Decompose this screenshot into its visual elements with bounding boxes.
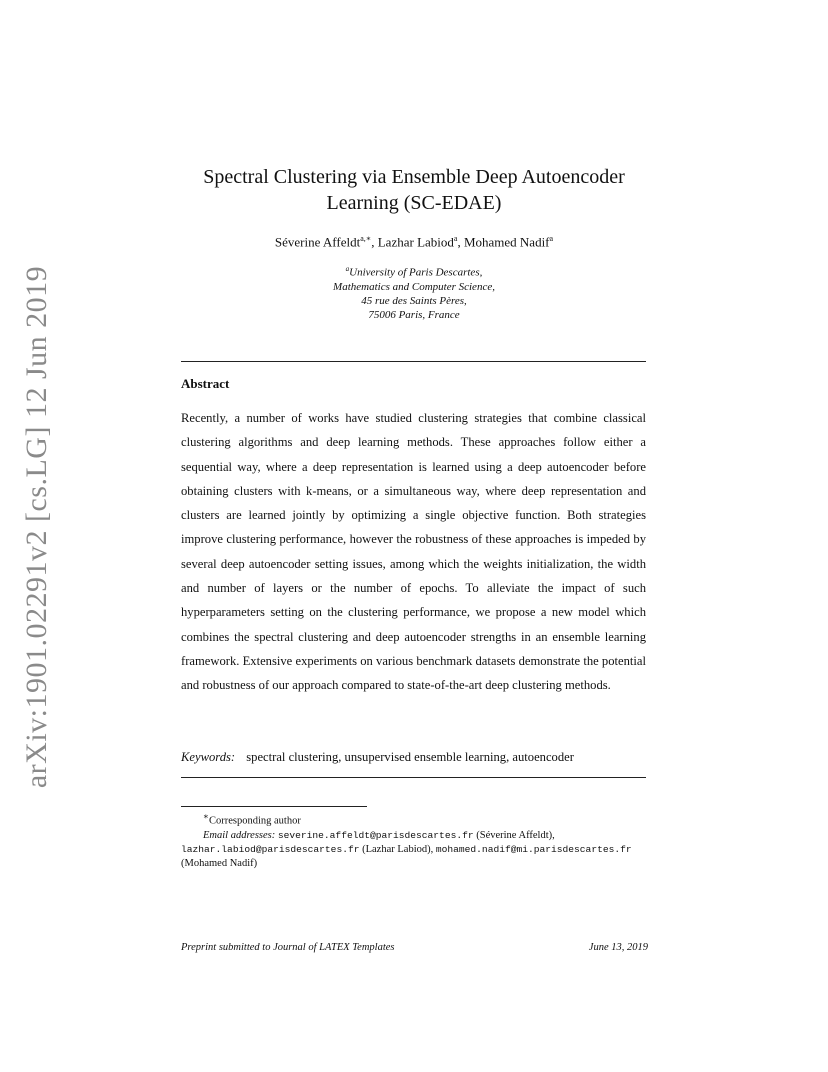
author-marks: a,∗ <box>360 234 372 243</box>
author-name: Lazhar Labiod <box>377 234 454 250</box>
email-link[interactable]: mohamed.nadif@mi.parisdescartes.fr <box>435 843 632 855</box>
email-line-1 <box>181 829 651 843</box>
email-link[interactable]: lazhar.labiod@parisdescartes.fr <box>181 843 360 855</box>
author-marks: a <box>453 234 458 243</box>
paper-title-line-2: Learning (SC-EDAE) <box>326 192 502 214</box>
paper-title <box>150 164 678 216</box>
abstract-top-rule <box>181 361 646 362</box>
keywords-line <box>181 750 646 765</box>
abstract-bottom-rule <box>181 777 646 778</box>
abstract-heading: Abstract <box>181 376 230 391</box>
email-line-2 <box>181 843 651 857</box>
preprint-footer: Preprint submitted to Journal of LATEX Templates <box>181 942 395 953</box>
email-owner: (Mohamed Nadif) <box>181 857 258 869</box>
author-name: Mohamed Nadif <box>463 234 550 250</box>
author-name: Séverine Affeldt <box>274 234 361 250</box>
author-list: Séverine Affeldt$^{a,∗}$, Lazhar Labiod$^a$, Mohamed Nadif$^a$ <box>274 234 554 250</box>
affiliation-line: 75006 Paris, France <box>368 308 460 321</box>
corresponding-text: Corresponding author <box>208 815 301 827</box>
email-line-3 <box>181 857 651 871</box>
abstract-text: Recently, a number of works have studied clustering strategies that combine classical clustering algorithms and deep learning methods. These approaches follow either a sequential way, where a deep representation is learned using a deep autoencoder before obtaining clusters with k-means, or a simultaneous way, where deep representation and clusters are learned jointly by optimizing a single objective function. Both strategies improve clustering performance, however the robustness of these approaches is impeded by several deep autoencoder setting issues, among which the weights initialization, the width and number of layers or the number of epochs. To alleviate the impact of such hyperparameters setting on the clustering performance, we propose a new model which combines the spectral clustering and deep autoencoder strengths in an ensemble learning framework. Extensive experiments on various benchmark datasets demonstrate the potential and robustness of our approach compared to state-of-the-art deep clustering methods. <box>181 411 646 693</box>
email-owner: (Lazhar Labiod), <box>362 843 434 855</box>
affiliation-line: University of Paris Descartes, <box>349 266 483 279</box>
footnote-block <box>181 809 651 871</box>
date-footer: June 13, 2019 <box>588 942 648 953</box>
keywords-text: spectral clustering, unsupervised ensemble learning, autoencoder <box>246 750 574 764</box>
footnote-rule <box>181 806 367 807</box>
keywords-label: Keywords: <box>181 750 236 764</box>
affiliation-block <box>150 262 678 322</box>
arxiv-identifier-stamp <box>12 265 62 789</box>
paper-title-line-1: Spectral Clustering via Ensemble Deep Autoencoder <box>203 166 625 188</box>
corresponding-author-note <box>181 809 651 829</box>
email-link[interactable]: severine.affeldt@parisdescartes.fr <box>277 829 474 841</box>
arxiv-identifier-text: arXiv:1901.02291v2 [cs.LG] 12 Jun 2019 <box>20 265 53 789</box>
corresponding-mark: ∗ <box>203 811 209 821</box>
affiliation-mark: a <box>345 265 350 273</box>
affiliation-line: Mathematics and Computer Science, <box>333 280 495 293</box>
author-marks: a <box>549 234 554 243</box>
email-label: Email addresses: <box>203 829 276 841</box>
affiliation-line: 45 rue des Saints Pères, <box>361 294 467 307</box>
email-owner: (Séverine Affeldt), <box>476 829 555 841</box>
